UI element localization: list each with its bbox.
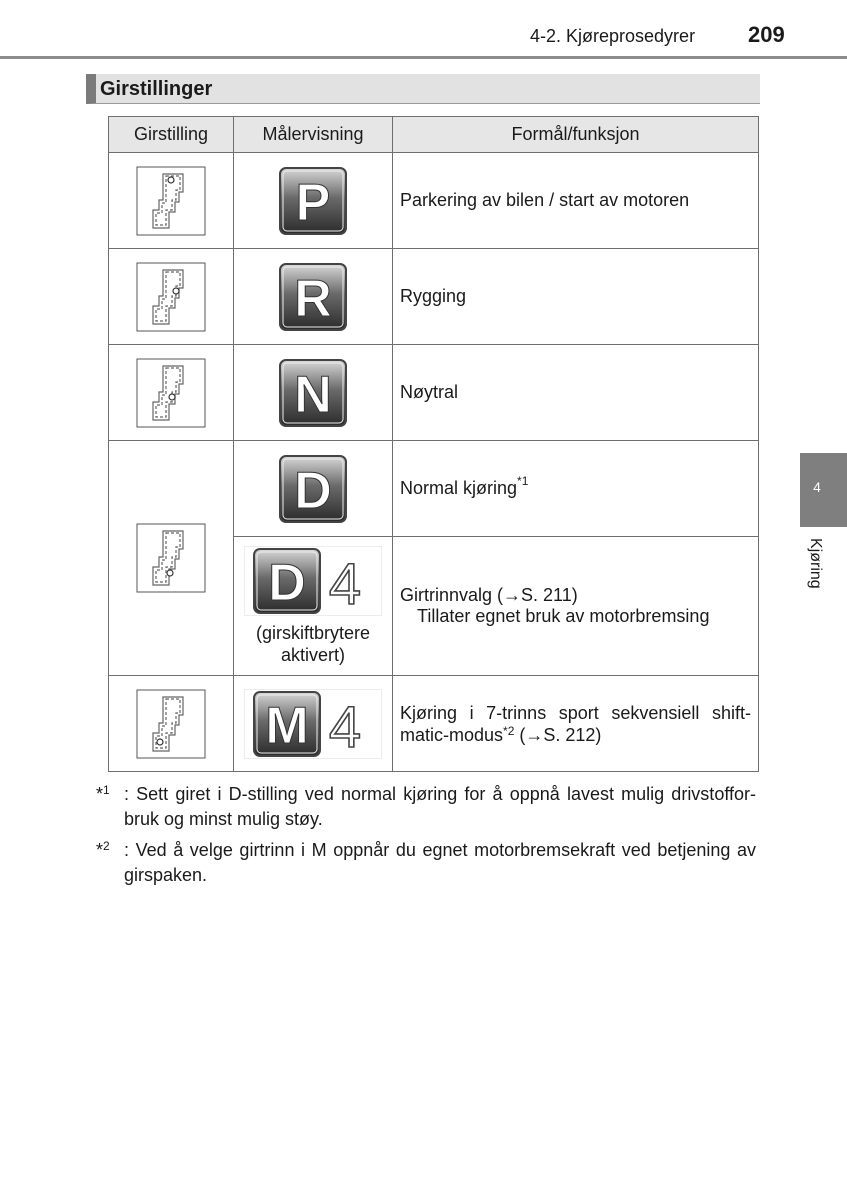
- gear-table: [108, 116, 759, 772]
- column-header: Girstilling: [109, 117, 234, 153]
- page-number: 209: [748, 22, 785, 47]
- footnote-asterisk: *: [96, 840, 104, 860]
- purpose-text: Normal kjøring: [400, 478, 518, 498]
- footnote-ref: *2: [503, 723, 515, 738]
- indicator-n-icon: [278, 358, 348, 428]
- footnote-marker: [96, 838, 110, 863]
- shift-pattern-cell: [109, 249, 234, 345]
- table-row: [109, 153, 759, 249]
- column-header: Formål/funksjon: [393, 117, 759, 153]
- indicator-letter: D: [268, 554, 306, 612]
- shift-pattern-icon-p: [136, 166, 206, 236]
- footnote-asterisk: *: [96, 784, 104, 804]
- indicator-caption: (girskiftbrytere aktivert): [255, 623, 371, 665]
- section-heading-text: Girstillinger: [100, 78, 213, 100]
- shift-pattern-icon-r: [136, 262, 206, 332]
- column-header: Målervisning: [234, 117, 393, 153]
- indicator-d-icon: [278, 454, 348, 524]
- indicator-d4-icon: [244, 546, 382, 616]
- footnote-number: 2: [103, 839, 110, 853]
- indicator-cell: [234, 537, 393, 676]
- shift-pattern-cell: [109, 153, 234, 249]
- table-row: [109, 441, 759, 537]
- header-section-title: 4-2. Kjøreprosedyrer: [530, 26, 696, 46]
- indicator-letter: M: [265, 696, 309, 755]
- indicator-cell: [234, 676, 393, 772]
- indicator-gear-number: 4: [328, 552, 362, 616]
- shift-pattern-icon-n: [136, 358, 206, 428]
- table-row: [109, 249, 759, 345]
- table-header-row: [109, 117, 759, 153]
- footnote-ref: *1: [517, 474, 529, 488]
- indicator-cell: [234, 249, 393, 345]
- footnote-marker: [96, 782, 110, 807]
- purpose-cell: Rygging: [393, 249, 759, 345]
- indicator-cell: [234, 441, 393, 537]
- purpose-cell: [393, 537, 759, 676]
- indicator-gear-number: 4: [328, 694, 362, 759]
- purpose-cell: [393, 676, 759, 772]
- purpose-line: Girtrinnvalg (→S. 211): [400, 585, 578, 605]
- table-row: [109, 676, 759, 772]
- shift-pattern-icon-m: [136, 689, 206, 759]
- shift-pattern-icon-d: [136, 523, 206, 593]
- purpose-text: (→S. 212): [514, 724, 602, 745]
- footnote: [96, 838, 756, 888]
- chapter-title: Kjøring: [807, 538, 824, 589]
- footnote: [96, 782, 756, 832]
- purpose-cell: Nøytral: [393, 345, 759, 441]
- indicator-letter: P: [295, 173, 331, 232]
- indicator-letter: N: [294, 365, 332, 424]
- table-row: [109, 345, 759, 441]
- chapter-tab[interactable]: [800, 453, 847, 527]
- indicator-m4-icon: [244, 689, 382, 759]
- indicator-p-icon: [278, 166, 348, 236]
- header-rule: [0, 56, 847, 59]
- chapter-number: 4: [813, 479, 821, 495]
- purpose-cell: [393, 441, 759, 537]
- shift-pattern-cell: [109, 345, 234, 441]
- indicator-letter: R: [294, 269, 332, 328]
- purpose-cell: Parkering av bilen / start av motoren: [393, 153, 759, 249]
- indicator-r-icon: [278, 262, 348, 332]
- purpose-line: Tillater egnet bruk av motorbremsing: [417, 606, 710, 626]
- purpose-text: Kjøring i 7-trinns sport sekvensiell shift-matic-modus: [400, 702, 751, 745]
- footnote-text: : Ved å velge girtrinn i M oppnår du egnet motorbremsekraft ved betjening av girspaken.: [124, 840, 756, 885]
- shift-pattern-cell: [109, 441, 234, 676]
- shift-pattern-cell: [109, 676, 234, 772]
- footnote-number: 1: [103, 783, 110, 797]
- indicator-cell: [234, 153, 393, 249]
- indicator-cell: [234, 345, 393, 441]
- indicator-letter: D: [294, 461, 332, 520]
- section-heading: [86, 74, 760, 104]
- footnote-text: : Sett giret i D-stilling ved normal kjøring for å oppnå lavest mulig drivstoffor-bruk og minst mulig støy.: [124, 784, 756, 829]
